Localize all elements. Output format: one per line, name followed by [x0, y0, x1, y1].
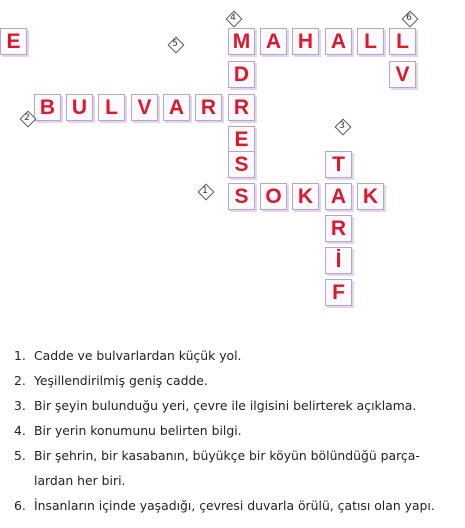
clue-number: 5.	[14, 448, 26, 463]
crossword-letter: B	[39, 96, 56, 119]
crossword-cell	[260, 183, 287, 210]
crossword-cell	[98, 94, 125, 121]
crossword-letter: U	[71, 96, 88, 119]
crossword-cell	[325, 28, 352, 55]
crossword-letter: R	[233, 96, 250, 119]
crossword-cell	[325, 215, 352, 242]
crossword-letter: D	[233, 63, 250, 86]
crossword-letter: M	[232, 30, 251, 53]
clue-marker-number: 5	[172, 38, 178, 49]
clue-text: Bir şehrin, bir kasabanın, büyükçe bir köyün bölündüğü parça-lardan her biri.	[34, 448, 420, 488]
crossword-cell	[228, 126, 255, 153]
clue-number-marker	[335, 119, 349, 133]
crossword-cell	[325, 151, 352, 178]
crossword-cell	[292, 28, 319, 55]
clue-number: 4.	[14, 423, 26, 438]
crossword-letter: H	[297, 30, 314, 53]
crossword-letter: E	[234, 128, 249, 151]
crossword-letter: E	[6, 30, 21, 53]
crossword-cell	[0, 28, 27, 55]
clue-item	[14, 368, 459, 393]
crossword-letter: S	[234, 185, 249, 208]
crossword-cell	[66, 94, 93, 121]
clue-number: 3.	[14, 398, 26, 413]
crossword-letter: O	[265, 185, 282, 208]
clue-text: Cadde ve bulvarlardan küçük yol.	[34, 348, 242, 363]
crossword-letter: A	[265, 30, 282, 53]
crossword-letter: K	[297, 185, 314, 208]
crossword-cell	[163, 94, 190, 121]
crossword-cell	[34, 94, 61, 121]
crossword-cell	[228, 61, 255, 88]
clue-marker-number: 6	[406, 12, 412, 23]
clue-marker-number: 1	[202, 185, 208, 196]
clue-item	[14, 343, 459, 368]
crossword-letter: F	[332, 281, 345, 304]
crossword-letter: R	[330, 217, 347, 240]
clue-list	[14, 343, 459, 518]
clue-text: Bir yerin konumunu belirten bilgi.	[34, 423, 242, 438]
crossword-cell	[357, 28, 384, 55]
crossword-letter: T	[332, 153, 345, 176]
clue-text: Bir şeyin bulunduğu yeri, çevre ile ilgisini belirterek açıklama.	[34, 398, 417, 413]
clue-item	[14, 393, 459, 418]
crossword-cell	[325, 279, 352, 306]
crossword-cell	[228, 151, 255, 178]
clue-item	[14, 493, 459, 518]
crossword-cell	[195, 94, 222, 121]
clue-item	[14, 418, 459, 443]
clue-marker-number: 3	[339, 120, 345, 131]
crossword-cell	[389, 28, 416, 55]
clue-text: Yeşillendirilmiş geniş cadde.	[34, 373, 208, 388]
crossword-letter: R	[200, 96, 217, 119]
crossword-letter: S	[234, 153, 249, 176]
crossword-cell	[260, 28, 287, 55]
crossword-letter: V	[137, 96, 152, 119]
clue-number: 1.	[14, 348, 26, 363]
crossword-cell	[228, 94, 255, 121]
clue-number: 2.	[14, 373, 26, 388]
crossword-cell	[357, 183, 384, 210]
clue-marker-number: 2	[24, 112, 30, 123]
clue-item	[14, 443, 459, 493]
crossword-cell	[228, 183, 255, 210]
clue-marker-number: 4	[230, 12, 236, 23]
crossword-letter: İ	[335, 249, 342, 272]
crossword-cell	[292, 183, 319, 210]
clue-number-marker	[20, 111, 34, 125]
crossword-letter: A	[168, 96, 185, 119]
clue-number-marker	[168, 37, 182, 51]
crossword-cell	[325, 247, 352, 274]
clue-text: İnsanların içinde yaşadığı, çevresi duvarla örülü, çatısı olan yapı.	[34, 498, 435, 513]
clue-number-marker	[402, 11, 416, 25]
clue-number-marker	[226, 11, 240, 25]
crossword-cell	[325, 183, 352, 210]
clue-number-marker	[198, 184, 212, 198]
crossword-letter: L	[396, 30, 409, 53]
crossword-letter: V	[395, 63, 410, 86]
crossword-letter: A	[330, 185, 347, 208]
crossword-letter: K	[362, 185, 379, 208]
crossword-cell	[228, 28, 255, 55]
crossword-cell	[389, 61, 416, 88]
crossword-letter: A	[330, 30, 347, 53]
clue-number: 6.	[14, 498, 26, 513]
crossword-cell	[131, 94, 158, 121]
crossword-letter: L	[364, 30, 377, 53]
crossword-letter: L	[105, 96, 118, 119]
